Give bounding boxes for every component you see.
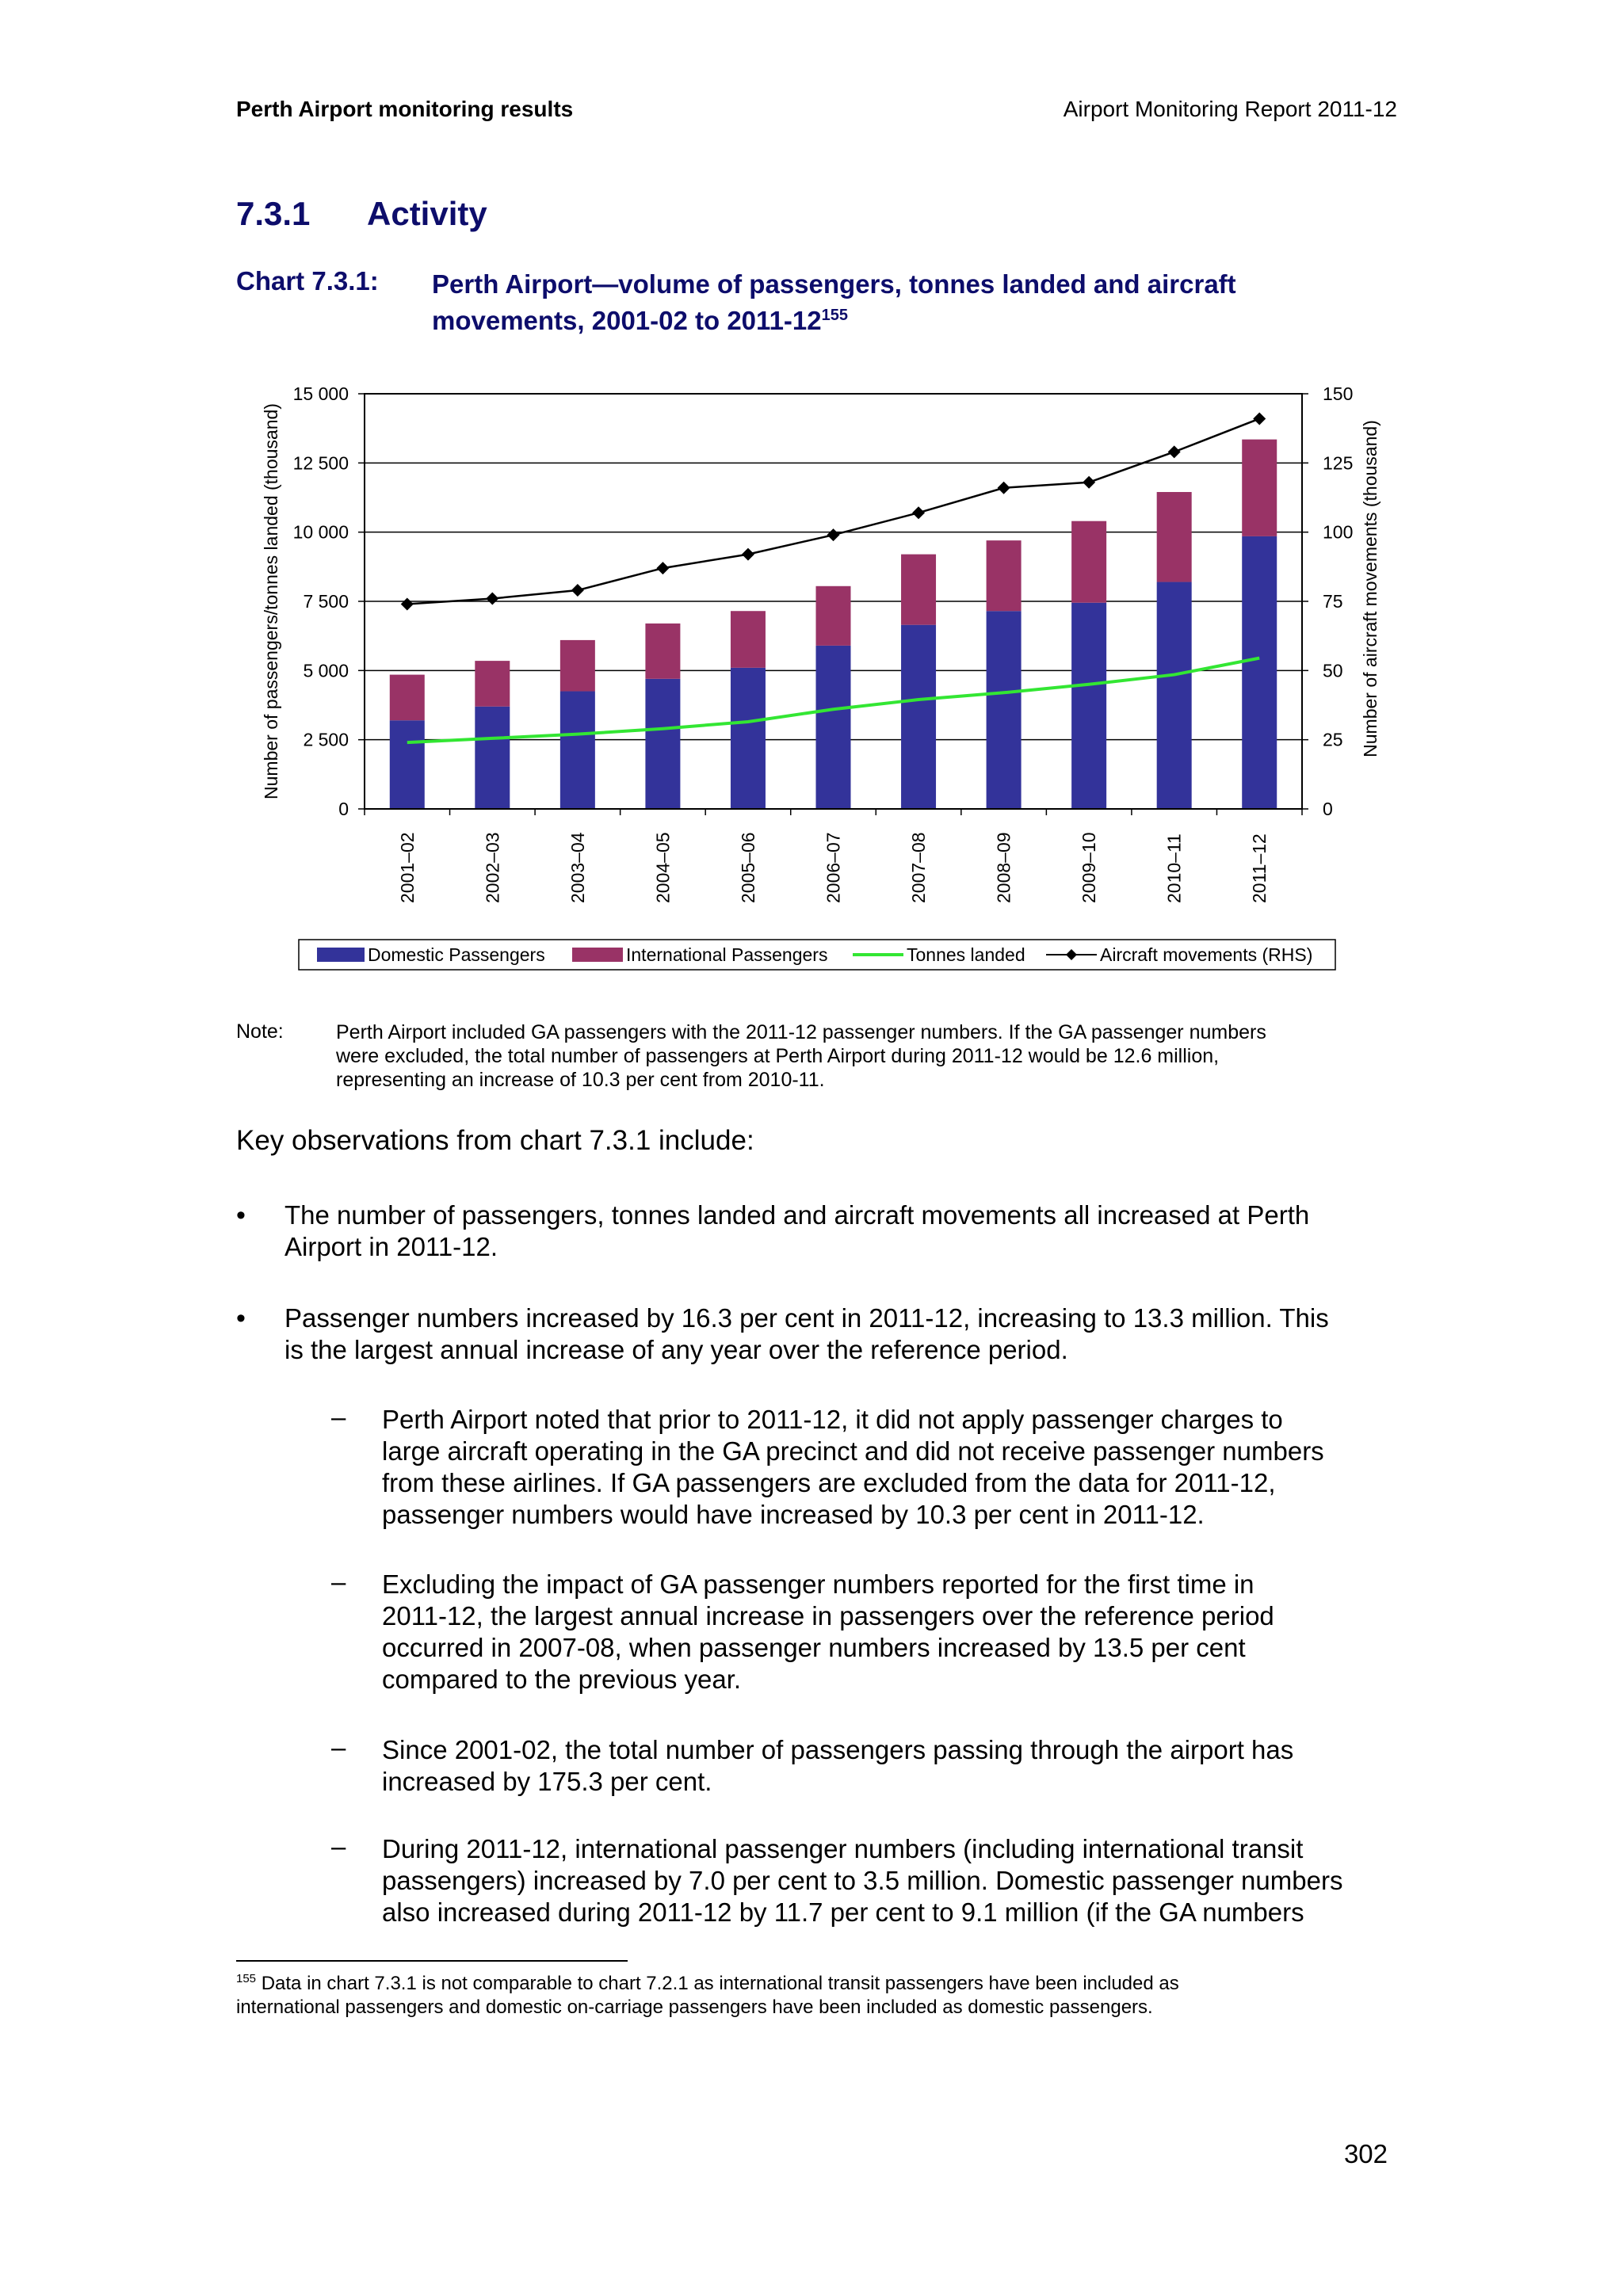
sub-bullet-line: large aircraft operating in the GA precinct and did not receive passenger numbers: [382, 1436, 1324, 1466]
legend-label: International Passengers: [626, 944, 828, 965]
left-tick-label: 5 000: [303, 660, 349, 681]
dash-symbol: –: [331, 1733, 346, 1762]
sub-bullet-line: passengers) increased by 7.0 per cent to 3.5 million. Domestic passenger numbers: [382, 1866, 1343, 1895]
bar-international-passengers: [731, 611, 766, 668]
observations-intro: Key observations from chart 7.3.1 include:: [236, 1125, 754, 1156]
legend-label: Domestic Passengers: [368, 944, 545, 965]
bar-international-passengers: [901, 555, 936, 625]
bullet-symbol: •: [236, 1303, 246, 1333]
left-axis-title: Number of passengers/tonnes landed (thousand): [261, 403, 281, 799]
sub-bullet-line: Perth Airport noted that prior to 2011-12, it did not apply passenger charges to: [382, 1405, 1283, 1434]
note-text: [336, 1020, 1382, 1092]
right-tick-label: 50: [1323, 660, 1343, 681]
footnote-line-1: [236, 1972, 1377, 1996]
marker-aircraft-movements-rhs-: [486, 593, 498, 605]
sub-bullet-line: 2011-12, the largest annual increase in passengers over the reference period: [382, 1601, 1274, 1630]
category-label: 2002–03: [482, 832, 503, 903]
sub-bullet-line: from these airlines. If GA passengers are excluded from the data for 2011-12,: [382, 1468, 1276, 1497]
bullet-symbol: •: [236, 1200, 246, 1230]
category-label: 2004–05: [652, 832, 674, 903]
bullet-line: Passenger numbers increased by 16.3 per cent in 2011-12, increasing to 13.3 million. This: [285, 1303, 1329, 1333]
bar-domestic-passengers: [560, 692, 595, 809]
bullet-item: [285, 1302, 1410, 1366]
category-label: 2003–04: [567, 832, 588, 903]
right-tick-label: 125: [1323, 452, 1354, 474]
dash-symbol: –: [331, 1832, 346, 1861]
right-tick-label: 25: [1323, 729, 1343, 750]
chart-label: Chart 7.3.1:: [236, 266, 379, 296]
footnote-text: Data in chart 7.3.1 is not comparable to chart 7.2.1 as international transit passengers have been included as: [256, 1973, 1179, 1994]
bar-domestic-passengers: [731, 668, 766, 809]
bullet-line: The number of passengers, tonnes landed and aircraft movements all increased at Perth: [285, 1200, 1310, 1230]
marker-aircraft-movements-rhs-: [912, 506, 925, 519]
bar-international-passengers: [645, 624, 680, 679]
category-label: 2007–08: [908, 832, 930, 903]
bar-international-passengers: [1157, 492, 1192, 582]
footnote-reference: 155: [821, 307, 848, 324]
running-header-right: Airport Monitoring Report 2011-12: [1063, 97, 1397, 121]
bullet-line: is the largest annual increase of any year over the reference period.: [285, 1335, 1068, 1364]
sub-bullet-line: compared to the previous year.: [382, 1665, 742, 1694]
bar-international-passengers: [390, 675, 425, 721]
bar-international-passengers: [816, 586, 851, 646]
note-line: Perth Airport included GA passengers with the 2011-12 passenger numbers. If the GA passenger numbers: [336, 1021, 1266, 1043]
left-tick-label: 2 500: [303, 729, 349, 750]
note-line: representing an increase of 10.3 per cent from 2010-11.: [336, 1069, 825, 1091]
bar-domestic-passengers: [1242, 536, 1277, 809]
note-label: Note:: [236, 1020, 284, 1043]
bar-domestic-passengers: [816, 646, 851, 809]
category-label: 2010–11: [1163, 833, 1185, 903]
legend-swatch: [572, 948, 623, 962]
marker-aircraft-movements-rhs-: [1168, 445, 1181, 458]
dash-symbol: –: [331, 1567, 346, 1596]
right-axis-title: Number of aircraft movements (thousand): [1360, 420, 1381, 757]
footnote-number: 155: [236, 1972, 257, 1985]
legend-swatch: [317, 948, 365, 962]
bar-international-passengers: [560, 640, 595, 692]
bullet-item: [285, 1199, 1410, 1263]
sub-bullet-line: also increased during 2011-12 by 11.7 per cent to 9.1 million (if the GA numbers: [382, 1897, 1304, 1927]
bar-domestic-passengers: [1157, 582, 1192, 809]
sub-bullet-item: [382, 1569, 1412, 1695]
section-number: 7.3.1: [236, 195, 311, 232]
footnote-divider: [236, 1960, 628, 1962]
bar-international-passengers: [1071, 521, 1106, 603]
marker-aircraft-movements-rhs-: [827, 528, 840, 541]
left-tick-label: 12 500: [292, 452, 349, 474]
category-label: 2006–07: [823, 832, 844, 903]
bar-international-passengers: [987, 540, 1022, 611]
marker-aircraft-movements-rhs-: [1253, 412, 1266, 425]
page-number: 302: [1343, 2139, 1388, 2168]
chart-title-line-1: Perth Airport—volume of passengers, tonnes landed and aircraft: [432, 269, 1236, 299]
bar-domestic-passengers: [901, 625, 936, 809]
sub-bullet-line: Since 2001-02, the total number of passengers passing through the airport has: [382, 1735, 1294, 1764]
marker-aircraft-movements-rhs-: [998, 482, 1010, 494]
legend: [299, 940, 1335, 970]
left-tick-label: 7 500: [303, 591, 349, 612]
bar-domestic-passengers: [987, 611, 1022, 809]
sub-bullet-item: [382, 1833, 1412, 1928]
sub-bullet-line: During 2011-12, international passenger numbers (including international transit: [382, 1834, 1304, 1863]
footnote-line-2: international passengers and domestic on-carriage passengers have been included as domestic passengers.: [236, 1997, 1153, 2018]
left-tick-label: 15 000: [292, 383, 349, 404]
running-header-left: Perth Airport monitoring results: [236, 97, 574, 121]
left-tick-label: 10 000: [292, 521, 349, 543]
bar-domestic-passengers: [645, 679, 680, 809]
marker-aircraft-movements-rhs-: [656, 562, 669, 574]
marker-aircraft-movements-rhs-: [742, 548, 754, 561]
bar-domestic-passengers: [1071, 603, 1106, 809]
bar-domestic-passengers: [475, 707, 510, 809]
sub-bullet-item: [382, 1734, 1412, 1798]
section-title: Activity: [367, 195, 487, 232]
category-label: 2005–06: [737, 832, 758, 903]
right-tick-label: 75: [1323, 591, 1343, 612]
right-tick-label: 100: [1323, 521, 1354, 543]
marker-aircraft-movements-rhs-: [1083, 476, 1095, 489]
line-aircraft-movements-rhs-: [407, 418, 1259, 604]
bar-international-passengers: [1242, 440, 1277, 536]
marker-aircraft-movements-rhs-: [401, 597, 414, 610]
sub-bullet-line: passenger numbers would have increased by 10.3 per cent in 2011-12.: [382, 1500, 1205, 1529]
note-line: were excluded, the total number of passengers at Perth Airport during 2011-12 would be 12.6 million,: [336, 1045, 1220, 1067]
left-tick-label: 0: [338, 799, 349, 819]
category-label: 2001–02: [396, 832, 418, 903]
category-label: 2009–10: [1079, 832, 1100, 903]
right-tick-label: 150: [1323, 383, 1354, 404]
category-label: 2011–12: [1249, 833, 1270, 903]
bar-domestic-passengers: [390, 720, 425, 809]
sub-bullet-line: occurred in 2007-08, when passenger numbers increased by 13.5 per cent: [382, 1633, 1246, 1662]
sub-bullet-line: increased by 175.3 per cent.: [382, 1767, 712, 1796]
right-tick-label: 0: [1323, 799, 1333, 819]
bullet-line: Airport in 2011-12.: [285, 1232, 498, 1261]
marker-aircraft-movements-rhs-: [571, 584, 584, 597]
dash-symbol: –: [331, 1402, 346, 1432]
bar-international-passengers: [475, 661, 510, 707]
category-label: 2008–09: [993, 832, 1014, 903]
passenger-chart: [0, 0, 1623, 990]
legend-label: Aircraft movements (RHS): [1100, 944, 1313, 965]
footnote: [236, 1972, 1377, 2019]
legend-label: Tonnes landed: [907, 944, 1025, 965]
chart-title-line-2-text: movements, 2001-02 to 2011-12: [432, 306, 822, 335]
sub-bullet-item: [382, 1404, 1412, 1531]
sub-bullet-line: Excluding the impact of GA passenger numbers reported for the first time in: [382, 1569, 1254, 1599]
